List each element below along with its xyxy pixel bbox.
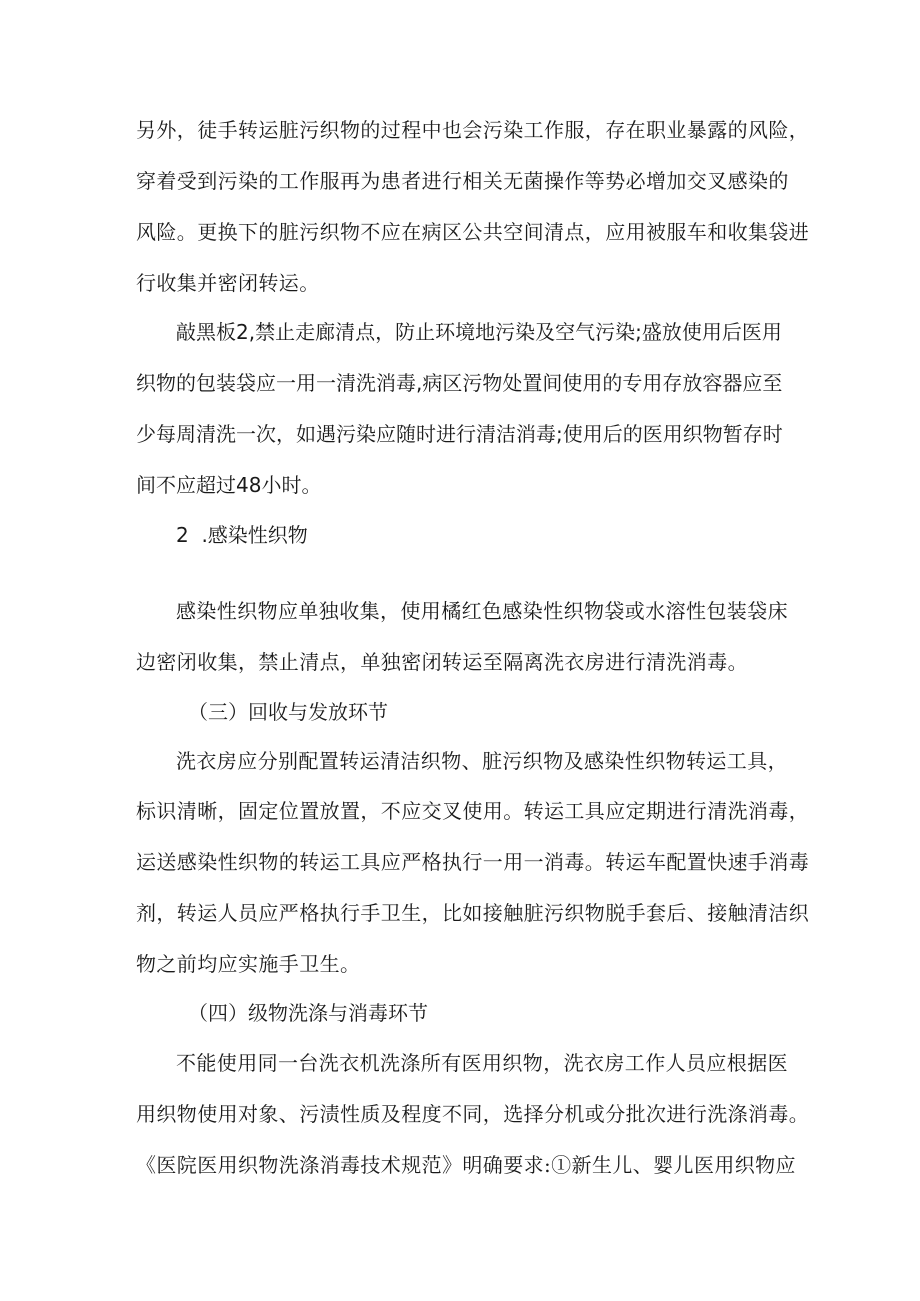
paragraph-3-line-2: 边密闭收集，禁止清点，单独密闭转运至隔离洗衣房进行清洗消毒。 [136,650,748,674]
paragraph-4-line-1: 洗衣房应分别配置转运清洁织物、脏污织物及感染性织物转运工具， [176,749,788,773]
paragraph-3-line-1: 感染性织物应单独收集，使用橘红色感染性织物袋或水溶性包装袋床 [176,599,788,623]
paragraph-2-line-1: 敲黑板2,禁止走廊清点，防止环境地污染及空气污染;盛放使用后医用 [176,320,782,344]
section-heading-infectious-textiles: 2 .感染性织物 [176,523,308,547]
paragraph-4-line-4: 剂，转运人员应严格执行手卫生，比如接触脏污织物脱手套后、接触清洁织 [136,901,810,925]
paragraph-5-line-3: 《医院医用织物洗涤消毒技术规范》明确要求:①新生儿、婴儿医用织物应 [136,1153,796,1177]
section-heading-collection-distribution: （三）回收与发放环节 [188,700,388,724]
paragraph-4-line-3: 运送感染性织物的转运工具应严格执行一用一消毒。转运车配置快速手消毒 [136,850,810,874]
section-heading-washing-disinfection: （四）级物洗涤与消毒环节 [188,1001,428,1025]
paragraph-4-line-2: 标识清晰，固定位置放置，不应交叉使用。转运工具应定期进行清洗消毒， [136,799,810,823]
paragraph-1-line-4: 行收集并密闭转运。 [136,271,320,295]
paragraph-2-line-4: 间不应超过48小时。 [136,473,322,497]
paragraph-2-line-3: 少每周清洗一次，如遇污染应随时进行清洁消毒;使用后的医用织物暂存时 [136,422,783,446]
paragraph-2-line-2: 织物的包装袋应一用一清洗消毒,病区污物处置间使用的专用存放容器应至 [136,371,783,395]
paragraph-5-line-2: 用织物使用对象、污渍性质及程度不同，选择分机或分批次进行洗涤消毒。 [136,1102,810,1126]
paragraph-1-line-2: 穿着受到污染的工作服再为患者进行相关无菌操作等势必增加交叉感染的 [136,169,789,193]
paragraph-1-line-1: 另外，徒手转运脏污织物的过程中也会污染工作服，存在职业暴露的风险， [136,118,810,142]
paragraph-1-line-3: 风险。更换下的脏污织物不应在病区公共空间清点，应用被服车和收集袋进 [136,220,810,244]
paragraph-5-line-1: 不能使用同一台洗衣机洗涤所有医用织物，洗衣房工作人员应根据医 [176,1051,788,1075]
paragraph-4-line-5: 物之前均应实施手卫生。 [136,952,361,976]
